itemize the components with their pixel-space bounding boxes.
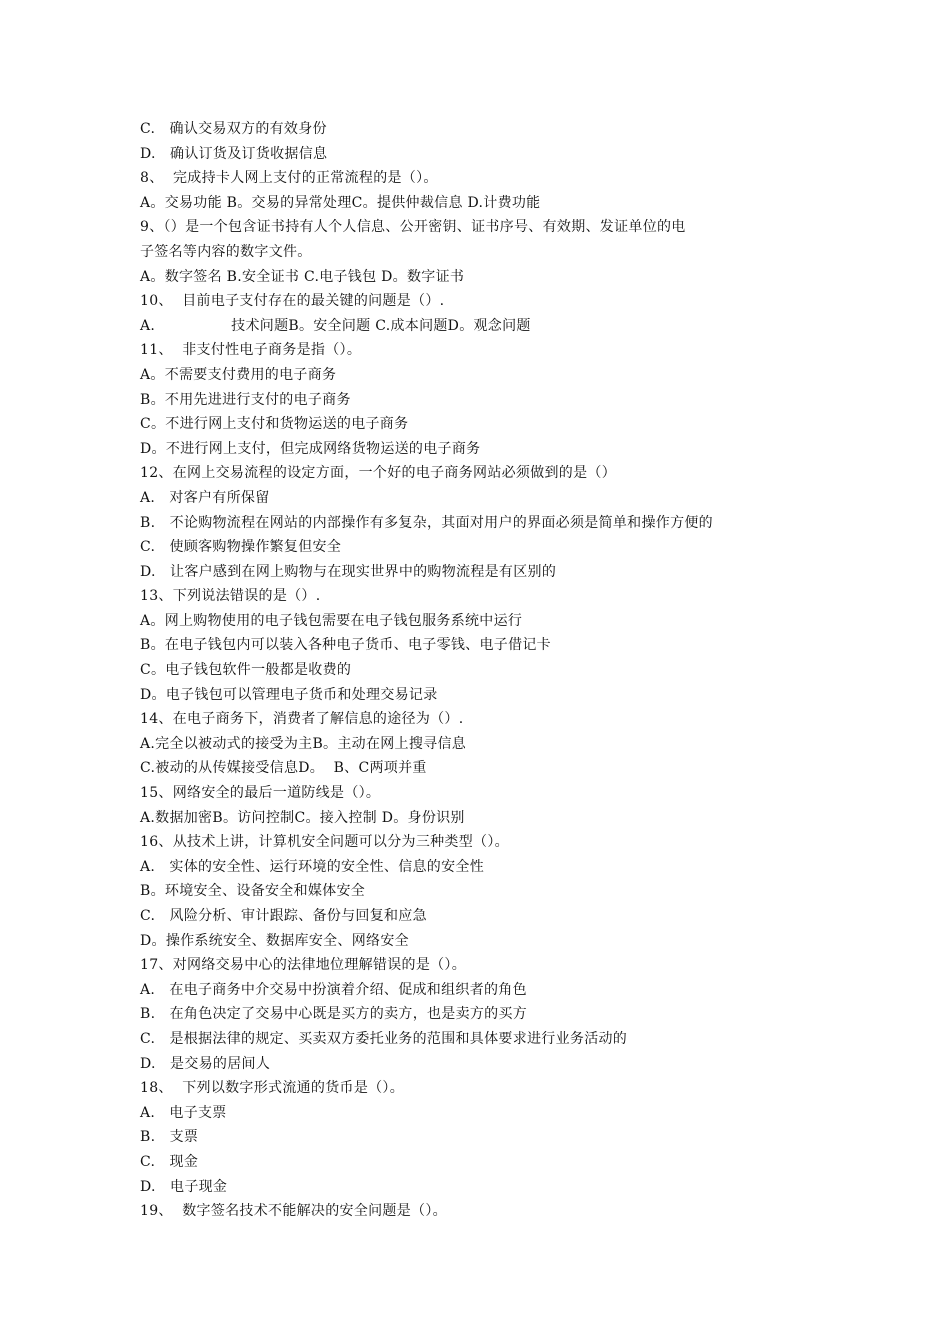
text-line: B. 在角色决定了交易中心既是买方的卖方，也是卖方的买方 bbox=[140, 1006, 528, 1023]
text-line: A. 技术问题B。安全问题 C.成本问题D。观念问题 bbox=[140, 317, 531, 334]
text-line: 14、在电子商务下，消费者了解信息的途径为（）. bbox=[140, 711, 464, 728]
text-line: 8、 完成持卡人网上支付的正常流程的是（）。 bbox=[140, 170, 438, 187]
text-line: A. 在电子商务中介交易中扮演着介绍、促成和组织者的角色 bbox=[140, 981, 527, 998]
text-line: B. 不论购物流程在网站的内部操作有多复杂，其面对用户的界面必须是简单和操作方便的 bbox=[140, 514, 713, 531]
text-line: C. 使顾客购物操作繁复但安全 bbox=[140, 539, 342, 556]
text-line: C. 现金 bbox=[140, 1153, 199, 1170]
text-line: 18、 下列以数字形式流通的货币是（）。 bbox=[140, 1080, 405, 1097]
text-line: C。不进行网上支付和货物运送的电子商务 bbox=[140, 416, 409, 433]
text-line: 19、 数字签名技术不能解决的安全问题是（）。 bbox=[140, 1203, 447, 1220]
text-line: D。电子钱包可以管理电子货币和处理交易记录 bbox=[140, 686, 438, 703]
text-line: A。不需要支付费用的电子商务 bbox=[140, 366, 337, 383]
text-line: B。不用先进进行支付的电子商务 bbox=[140, 391, 351, 408]
text-line: 子签名等内容的数字文件。 bbox=[140, 243, 312, 260]
text-line: B。环境安全、设备安全和媒体安全 bbox=[140, 883, 366, 900]
document-body bbox=[140, 117, 820, 1224]
text-line: D。不进行网上支付，但完成网络货物运送的电子商务 bbox=[140, 440, 481, 457]
text-line: D. 电子现金 bbox=[140, 1178, 228, 1195]
text-line: A。交易功能 B。交易的异常处理C。提供仲裁信息 D.计费功能 bbox=[140, 194, 541, 211]
text-line: B. 支票 bbox=[140, 1129, 199, 1146]
text-line: D. 让客户感到在网上购物与在现实世界中的购物流程是有区别的 bbox=[140, 563, 557, 580]
text-line: D。操作系统安全、数据库安全、网络安全 bbox=[140, 932, 409, 949]
text-line: C. 是根据法律的规定、买卖双方委托业务的范围和具体要求进行业务活动的 bbox=[140, 1030, 628, 1047]
text-line: A。网上购物使用的电子钱包需要在电子钱包服务系统中运行 bbox=[140, 612, 523, 629]
text-line: D. 确认订货及订货收据信息 bbox=[140, 145, 328, 162]
text-line: C。电子钱包软件一般都是收费的 bbox=[140, 662, 352, 679]
text-line: A.数据加密B。访问控制C。接入控制 D。身份识别 bbox=[140, 809, 465, 826]
text-line: A。数字签名 B.安全证书 C.电子钱包 D。数字证书 bbox=[140, 268, 465, 285]
text-line: 9、（）是一个包含证书持有人个人信息、公开密钥、证书序号、有效期、发证单位的电 bbox=[140, 219, 686, 236]
text-line: B。在电子钱包内可以装入各种电子货币、电子零钱、电子借记卡 bbox=[140, 637, 551, 654]
text-line: C. 风险分析、审计跟踪、备份与回复和应急 bbox=[140, 908, 427, 924]
text-line: 11、 非支付性电子商务是指（）。 bbox=[140, 342, 362, 359]
text-line: 15、网络安全的最后一道防线是（）。 bbox=[140, 785, 381, 802]
text-line: A.完全以被动式的接受为主B。主动在网上搜寻信息 bbox=[140, 735, 467, 752]
text-line: 13、下列说法错误的是（）. bbox=[140, 588, 321, 605]
text-line: A. 实体的安全性、运行环境的安全性、信息的安全性 bbox=[140, 858, 485, 875]
text-line: 16、从技术上讲，计算机安全问题可以分为三种类型（）。 bbox=[140, 834, 509, 851]
text-line: C. 确认交易双方的有效身份 bbox=[140, 121, 327, 137]
text-line: C.被动的从传媒接受信息D。 B、C两项并重 bbox=[140, 760, 427, 777]
text-line: D. 是交易的居间人 bbox=[140, 1055, 271, 1072]
text-line: 10、 目前电子支付存在的最关键的问题是（）. bbox=[140, 293, 445, 310]
text-line: A. 对客户有所保留 bbox=[140, 489, 270, 506]
text-line: A. 电子支票 bbox=[140, 1104, 227, 1121]
text-line: 12、在网上交易流程的设定方面，一个好的电子商务网站必须做到的是（） bbox=[140, 465, 617, 482]
text-line: 17、对网络交易中心的法律地位理解错误的是（）。 bbox=[140, 957, 467, 974]
